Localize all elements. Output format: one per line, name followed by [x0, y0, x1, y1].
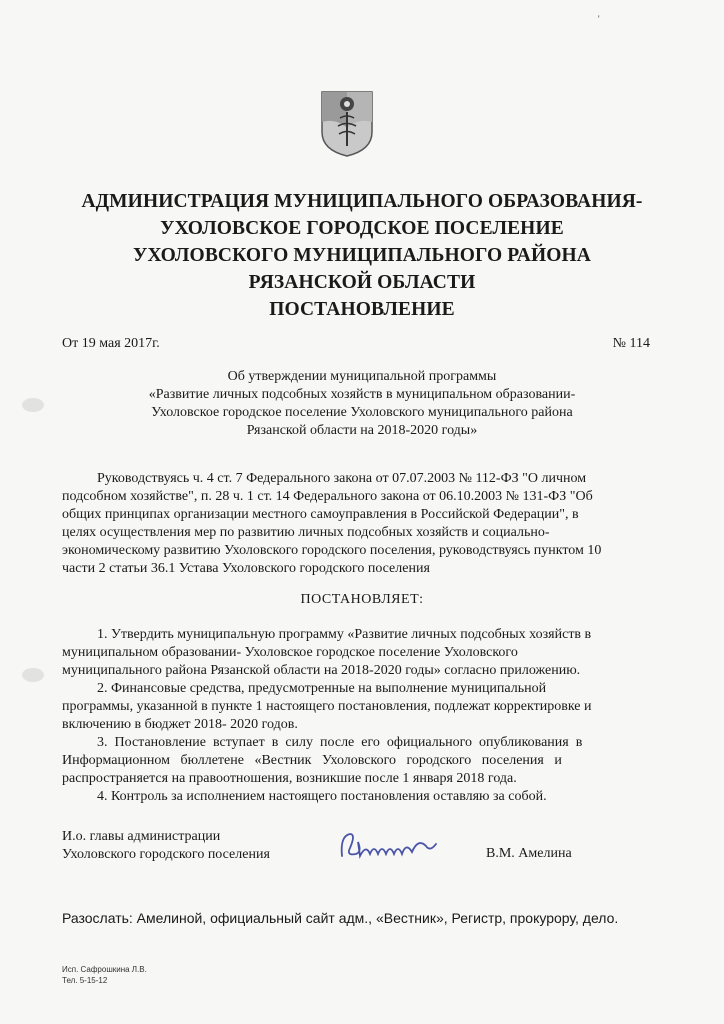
document-number: № 114: [612, 336, 650, 351]
executor-phone: Тел. 5-15-12: [62, 976, 108, 985]
preamble-paragraph: [62, 470, 668, 578]
header-line: УХОЛОВСКОЕ ГОРОДСКОЕ ПОСЕЛЕНИЕ: [160, 218, 564, 239]
item-line: Информационном бюллетене «Вестник Ухоловского городского поселения и: [62, 753, 562, 768]
subject-line: Об утверждении муниципальной программы: [227, 369, 497, 384]
signatory-title-line: И.о. главы администрации: [62, 829, 221, 844]
handwritten-signature-icon: [336, 826, 442, 866]
document-header: [60, 188, 664, 323]
preamble-line: Руководствуясь ч. 4 ст. 7 Федерального закона от 07.07.2003 № 112-ФЗ "О личном: [62, 471, 587, 486]
distribution-list: Разослать: Амелиной, официальный сайт адм., «Вестник», Регистр, прокурору, дело.: [62, 910, 619, 926]
subject-line: Ухоловское городское поселение Ухоловского муниципального района: [151, 405, 573, 420]
item-line: 4. Контроль за исполнением настоящего постановления оставляю за собой.: [62, 789, 547, 804]
item-line: муниципального района Рязанской области на 2018-2020 годы» согласно приложению.: [62, 663, 581, 678]
subject-line: Рязанской области на 2018-2020 годы»: [246, 423, 478, 438]
header-line: УХОЛОВСКОГО МУНИЦИПАЛЬНОГО РАЙОНА: [133, 245, 591, 266]
executor-name: Исп. Сафрошкина Л.В.: [62, 965, 147, 974]
scan-punch-hole: [22, 668, 44, 682]
scan-punch-hole: [22, 398, 44, 412]
signatory-name: В.М. Амелина: [486, 846, 572, 861]
preamble-line: подсобном хозяйстве", п. 28 ч. 1 ст. 14 Федерального закона от 06.10.2003 № 131-ФЗ "Об: [62, 489, 593, 504]
header-line: АДМИНИСТРАЦИЯ МУНИЦИПАЛЬНОГО ОБРАЗОВАНИЯ-: [81, 191, 643, 212]
item-line: распространяется на правоотношения, возникшие после 1 января 2018 года.: [62, 771, 517, 786]
document-date: От 19 мая 2017г.: [62, 336, 160, 351]
item-line: 3. Постановление вступает в силу после его официального опубликования в: [62, 735, 583, 750]
item-line: муниципальном образовании- Ухоловское городское поселение Ухоловского: [62, 645, 518, 660]
item-line: 2. Финансовые средства, предусмотренные на выполнение муниципальной: [62, 681, 547, 696]
coat-of-arms-icon: [318, 88, 376, 158]
document-subject: [130, 368, 594, 440]
item-line: 1. Утвердить муниципальную программу «Развитие личных подсобных хозяйств в: [62, 627, 592, 642]
signatory-title-line: Ухоловского городского поселения: [62, 847, 270, 862]
document-type-title: ПОСТАНОВЛЕНИЕ: [269, 299, 455, 320]
preamble-line: части 2 статьи 36.1 Устава Ухоловского городского поселения: [62, 561, 430, 576]
date-number-row: [62, 336, 650, 352]
item-line: программы, указанной в пункте 1 настоящего постановления, подлежат корректировке и: [62, 699, 592, 714]
corner-mark: ': [598, 14, 600, 24]
item-line: включению в бюджет 2018- 2020 годов.: [62, 717, 298, 732]
preamble-line: целях осуществления мер по развитию личных подсобных хозяйств и социально-: [62, 525, 550, 540]
subject-line: «Развитие личных подсобных хозяйств в муниципальном образовании-: [148, 387, 576, 402]
resolve-heading: ПОСТАНОВЛЯЕТ:: [300, 592, 424, 607]
preamble-line: общих принципах организации местного самоуправления в Российской Федерации", в: [62, 507, 579, 522]
signatory-title: [62, 828, 270, 864]
preamble-line: экономическому развитию Ухоловского городского поселения, руководствуясь пунктом 10: [62, 543, 602, 558]
header-line: РЯЗАНСКОЙ ОБЛАСТИ: [248, 272, 476, 293]
resolution-items: [62, 626, 668, 806]
executor-info: [62, 964, 147, 986]
